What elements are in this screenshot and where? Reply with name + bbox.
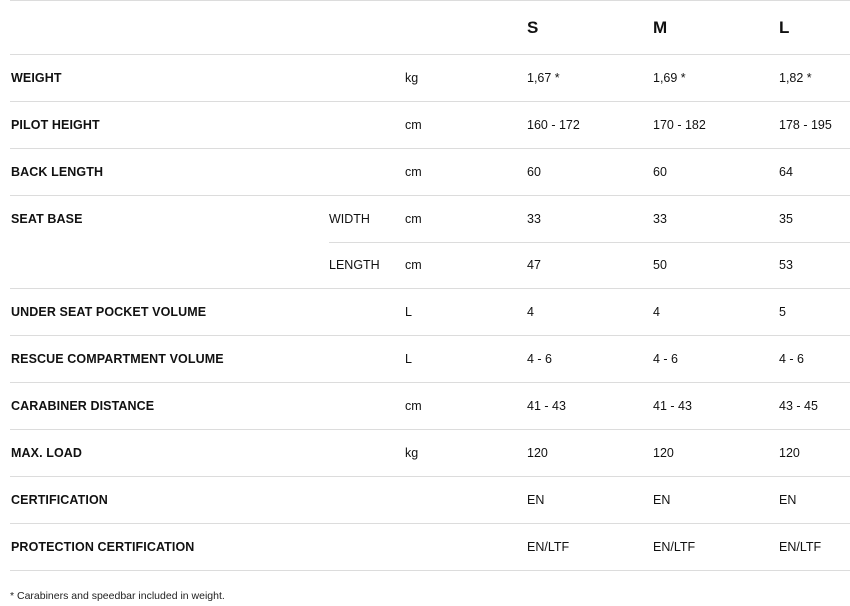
value-l: EN xyxy=(779,493,797,507)
table-row-certification xyxy=(10,476,850,523)
row-unit: kg xyxy=(405,446,419,460)
value-m: 120 xyxy=(653,446,674,460)
size-s-header: S xyxy=(527,17,539,37)
value-l: 5 xyxy=(779,305,786,319)
value-s: 160 - 172 xyxy=(527,118,580,132)
value-l: 120 xyxy=(779,446,800,460)
spec-table xyxy=(10,0,850,571)
value-s: 120 xyxy=(527,446,548,460)
row-sublabel: WIDTH xyxy=(329,212,370,226)
row-label: MAX. LOAD xyxy=(11,446,83,460)
value-l: 43 - 45 xyxy=(779,399,818,413)
value-l: 64 xyxy=(779,165,793,179)
value-s: 41 - 43 xyxy=(527,399,566,413)
row-unit: cm xyxy=(405,118,422,132)
value-m: 4 xyxy=(653,305,660,319)
size-header-row xyxy=(10,0,850,54)
value-l: 178 - 195 xyxy=(779,118,832,132)
table-row-max-load xyxy=(10,429,850,476)
table-row-pilot-height xyxy=(10,101,850,148)
row-unit: L xyxy=(405,305,412,319)
table-row-rescue-compartment xyxy=(10,335,850,382)
row-unit: kg xyxy=(405,71,419,85)
value-l: 1,82 * xyxy=(779,71,812,85)
table-row-protection-certification xyxy=(10,523,850,570)
table-row-carabiner-distance xyxy=(10,382,850,429)
value-m: 170 - 182 xyxy=(653,118,706,132)
value-l: EN/LTF xyxy=(779,540,822,554)
row-label: SEAT BASE xyxy=(11,212,83,226)
value-m: 41 - 43 xyxy=(653,399,692,413)
row-label: CERTIFICATION xyxy=(11,493,108,507)
value-s: 4 - 6 xyxy=(527,352,553,366)
row-label: RESCUE COMPARTMENT VOLUME xyxy=(11,352,224,366)
table-row-weight xyxy=(10,54,850,101)
row-unit: cm xyxy=(405,212,422,226)
row-label: PILOT HEIGHT xyxy=(11,118,100,132)
table-row-seat-base-length xyxy=(10,242,850,288)
row-label: BACK LENGTH xyxy=(11,165,104,179)
value-l: 4 - 6 xyxy=(779,352,805,366)
row-label: CARABINER DISTANCE xyxy=(11,399,155,413)
value-m: EN xyxy=(653,493,671,507)
value-s: 60 xyxy=(527,165,541,179)
row-label: WEIGHT xyxy=(11,71,62,85)
table-bottom-border xyxy=(10,570,850,571)
row-unit: cm xyxy=(405,165,422,179)
row-label: PROTECTION CERTIFICATION xyxy=(11,540,195,554)
value-s: 4 xyxy=(527,305,534,319)
table-row-back-length xyxy=(10,148,850,195)
footnote: * Carabiners and speedbar included in weight. xyxy=(10,590,225,602)
size-m-header: M xyxy=(653,17,668,37)
row-label: UNDER SEAT POCKET VOLUME xyxy=(11,305,207,319)
row-unit: cm xyxy=(405,399,422,413)
value-s: EN xyxy=(527,493,545,507)
value-m: 33 xyxy=(653,212,667,226)
row-unit: cm xyxy=(405,258,422,272)
value-s: 33 xyxy=(527,212,541,226)
value-m: EN/LTF xyxy=(653,540,696,554)
value-m: 4 - 6 xyxy=(653,352,679,366)
value-l: 53 xyxy=(779,258,793,272)
size-l-header: L xyxy=(779,17,790,37)
table-row-seat-base-width xyxy=(10,195,850,242)
row-sublabel: LENGTH xyxy=(329,258,380,272)
value-s: EN/LTF xyxy=(527,540,570,554)
value-m: 1,69 * xyxy=(653,71,686,85)
value-m: 60 xyxy=(653,165,667,179)
value-m: 50 xyxy=(653,258,667,272)
value-s: 47 xyxy=(527,258,541,272)
value-l: 35 xyxy=(779,212,793,226)
row-unit: L xyxy=(405,352,412,366)
value-s: 1,67 * xyxy=(527,71,560,85)
table-row-under-seat-pocket xyxy=(10,288,850,335)
